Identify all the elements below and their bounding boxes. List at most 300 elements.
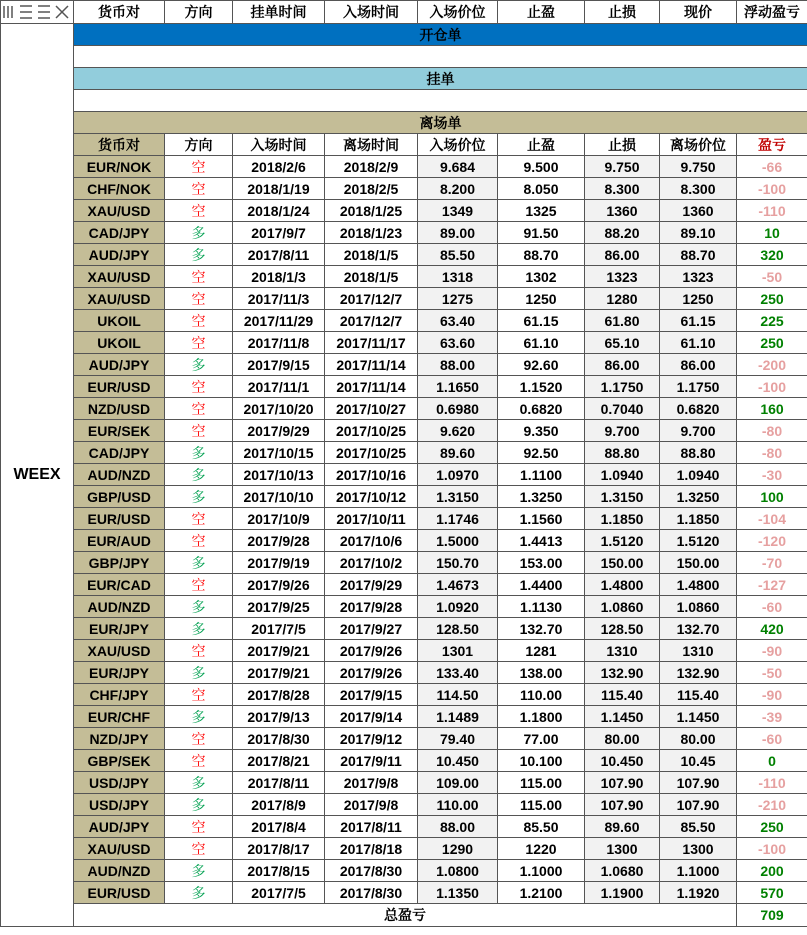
direction-cell: 多 bbox=[165, 794, 233, 816]
pair-cell: UKOIL bbox=[74, 310, 165, 332]
pair-cell: EUR/USD bbox=[74, 376, 165, 398]
entry-time-cell: 2017/8/17 bbox=[233, 838, 325, 860]
pair-cell: EUR/JPY bbox=[74, 662, 165, 684]
direction-cell: 空 bbox=[165, 200, 233, 222]
direction-cell: 空 bbox=[165, 684, 233, 706]
direction-cell: 空 bbox=[165, 728, 233, 750]
entry-time-cell: 2017/8/28 bbox=[233, 684, 325, 706]
take-profit-cell: 0.6820 bbox=[498, 398, 585, 420]
pair-cell: EUR/CAD bbox=[74, 574, 165, 596]
pair-cell: EUR/USD bbox=[74, 882, 165, 904]
pending-section-title: 挂单 bbox=[74, 68, 807, 90]
entry-price-cell: 150.70 bbox=[418, 552, 498, 574]
stop-loss-cell: 1360 bbox=[585, 200, 660, 222]
pnl-cell: -70 bbox=[737, 552, 807, 574]
pnl-cell: -200 bbox=[737, 354, 807, 376]
table-row bbox=[1, 662, 807, 684]
exit-time-cell: 2017/9/15 bbox=[325, 684, 418, 706]
exit-time-cell: 2017/9/29 bbox=[325, 574, 418, 596]
pair-cell: EUR/USD bbox=[74, 508, 165, 530]
col-header: 方向 bbox=[165, 1, 233, 24]
entry-price-cell: 1.1350 bbox=[418, 882, 498, 904]
stop-loss-cell: 61.80 bbox=[585, 310, 660, 332]
closed-col-header: 货币对 bbox=[74, 134, 165, 156]
pnl-cell: 0 bbox=[737, 750, 807, 772]
table-row bbox=[1, 530, 807, 552]
open-section-title: 开仓单 bbox=[74, 24, 807, 46]
table-row bbox=[1, 552, 807, 574]
direction-cell: 多 bbox=[165, 772, 233, 794]
direction-cell: 空 bbox=[165, 530, 233, 552]
exit-price-cell: 1.1000 bbox=[660, 860, 737, 882]
entry-price-cell: 109.00 bbox=[418, 772, 498, 794]
closed-section-row bbox=[1, 112, 807, 134]
stop-loss-cell: 1310 bbox=[585, 640, 660, 662]
entry-price-cell: 10.450 bbox=[418, 750, 498, 772]
exit-time-cell: 2017/10/12 bbox=[325, 486, 418, 508]
take-profit-cell: 9.350 bbox=[498, 420, 585, 442]
pnl-cell: -100 bbox=[737, 178, 807, 200]
entry-price-cell: 63.60 bbox=[418, 332, 498, 354]
take-profit-cell: 1.2100 bbox=[498, 882, 585, 904]
entry-price-cell: 1275 bbox=[418, 288, 498, 310]
closed-col-header: 入场价位 bbox=[418, 134, 498, 156]
take-profit-cell: 115.00 bbox=[498, 772, 585, 794]
entry-time-cell: 2017/11/1 bbox=[233, 376, 325, 398]
direction-cell: 空 bbox=[165, 310, 233, 332]
exit-price-cell: 8.300 bbox=[660, 178, 737, 200]
exit-price-cell: 88.70 bbox=[660, 244, 737, 266]
table-row bbox=[1, 640, 807, 662]
entry-time-cell: 2017/7/5 bbox=[233, 882, 325, 904]
entry-price-cell: 1.0800 bbox=[418, 860, 498, 882]
pair-cell: GBP/SEK bbox=[74, 750, 165, 772]
pair-cell: AUD/NZD bbox=[74, 596, 165, 618]
take-profit-cell: 10.100 bbox=[498, 750, 585, 772]
stop-loss-cell: 1.1900 bbox=[585, 882, 660, 904]
direction-cell: 多 bbox=[165, 706, 233, 728]
total-value: 709 bbox=[737, 904, 807, 927]
take-profit-cell: 1250 bbox=[498, 288, 585, 310]
table-row bbox=[1, 684, 807, 706]
exit-price-cell: 1.3250 bbox=[660, 486, 737, 508]
direction-cell: 多 bbox=[165, 552, 233, 574]
pnl-cell: 250 bbox=[737, 816, 807, 838]
stop-loss-cell: 1280 bbox=[585, 288, 660, 310]
pair-cell: EUR/SEK bbox=[74, 420, 165, 442]
table-row bbox=[1, 772, 807, 794]
stop-loss-cell: 1300 bbox=[585, 838, 660, 860]
exit-time-cell: 2017/10/25 bbox=[325, 442, 418, 464]
pnl-cell: 200 bbox=[737, 860, 807, 882]
exit-price-cell: 1360 bbox=[660, 200, 737, 222]
entry-price-cell: 1349 bbox=[418, 200, 498, 222]
direction-cell: 空 bbox=[165, 178, 233, 200]
pnl-cell: -110 bbox=[737, 772, 807, 794]
exit-time-cell: 2017/12/7 bbox=[325, 310, 418, 332]
total-row bbox=[1, 904, 807, 927]
closed-col-header: 方向 bbox=[165, 134, 233, 156]
table-row bbox=[1, 310, 807, 332]
exit-price-cell: 150.00 bbox=[660, 552, 737, 574]
closed-col-header: 止损 bbox=[585, 134, 660, 156]
take-profit-cell: 1.1800 bbox=[498, 706, 585, 728]
direction-cell: 空 bbox=[165, 750, 233, 772]
exit-time-cell: 2017/9/12 bbox=[325, 728, 418, 750]
entry-price-cell: 9.620 bbox=[418, 420, 498, 442]
table-row bbox=[1, 794, 807, 816]
exit-price-cell: 107.90 bbox=[660, 772, 737, 794]
direction-cell: 多 bbox=[165, 860, 233, 882]
entry-price-cell: 114.50 bbox=[418, 684, 498, 706]
direction-cell: 空 bbox=[165, 420, 233, 442]
exit-price-cell: 132.70 bbox=[660, 618, 737, 640]
closed-section-title: 离场单 bbox=[74, 112, 807, 134]
pair-cell: AUD/JPY bbox=[74, 816, 165, 838]
pair-cell: GBP/USD bbox=[74, 486, 165, 508]
exit-time-cell: 2017/10/11 bbox=[325, 508, 418, 530]
stop-loss-cell: 132.90 bbox=[585, 662, 660, 684]
direction-cell: 空 bbox=[165, 332, 233, 354]
exit-time-cell: 2017/8/18 bbox=[325, 838, 418, 860]
exit-price-cell: 1.0860 bbox=[660, 596, 737, 618]
entry-price-cell: 63.40 bbox=[418, 310, 498, 332]
entry-price-cell: 1.1650 bbox=[418, 376, 498, 398]
direction-cell: 多 bbox=[165, 244, 233, 266]
closed-col-header: 止盈 bbox=[498, 134, 585, 156]
entry-time-cell: 2017/10/20 bbox=[233, 398, 325, 420]
empty-row bbox=[74, 90, 807, 112]
stop-loss-cell: 0.7040 bbox=[585, 398, 660, 420]
entry-time-cell: 2017/9/28 bbox=[233, 530, 325, 552]
exit-price-cell: 0.6820 bbox=[660, 398, 737, 420]
exit-price-cell: 61.10 bbox=[660, 332, 737, 354]
pnl-cell: -100 bbox=[737, 838, 807, 860]
stop-loss-cell: 8.300 bbox=[585, 178, 660, 200]
entry-time-cell: 2017/9/25 bbox=[233, 596, 325, 618]
pnl-cell: 10 bbox=[737, 222, 807, 244]
pnl-cell: 420 bbox=[737, 618, 807, 640]
entry-time-cell: 2017/9/15 bbox=[233, 354, 325, 376]
total-label: 总盈亏 bbox=[74, 904, 737, 927]
entry-price-cell: 89.00 bbox=[418, 222, 498, 244]
weex-logo bbox=[1, 1, 74, 24]
exit-time-cell: 2017/11/14 bbox=[325, 376, 418, 398]
entry-time-cell: 2018/2/6 bbox=[233, 156, 325, 178]
stop-loss-cell: 128.50 bbox=[585, 618, 660, 640]
pair-cell: EUR/AUD bbox=[74, 530, 165, 552]
table-row bbox=[1, 222, 807, 244]
exit-time-cell: 2017/10/25 bbox=[325, 420, 418, 442]
stop-loss-cell: 9.700 bbox=[585, 420, 660, 442]
exit-price-cell: 1.0940 bbox=[660, 464, 737, 486]
entry-time-cell: 2017/9/7 bbox=[233, 222, 325, 244]
entry-price-cell: 110.00 bbox=[418, 794, 498, 816]
stop-loss-cell: 1.1450 bbox=[585, 706, 660, 728]
table-row bbox=[1, 178, 807, 200]
table-row bbox=[1, 816, 807, 838]
exit-time-cell: 2017/10/16 bbox=[325, 464, 418, 486]
exit-time-cell: 2017/8/30 bbox=[325, 860, 418, 882]
exit-price-cell: 80.00 bbox=[660, 728, 737, 750]
entry-time-cell: 2017/9/26 bbox=[233, 574, 325, 596]
stop-loss-cell: 1.3150 bbox=[585, 486, 660, 508]
entry-time-cell: 2017/9/21 bbox=[233, 640, 325, 662]
pnl-cell: -80 bbox=[737, 420, 807, 442]
pnl-cell: 225 bbox=[737, 310, 807, 332]
entry-time-cell: 2017/9/13 bbox=[233, 706, 325, 728]
closed-col-header: 盈亏 bbox=[737, 134, 807, 156]
table-row bbox=[1, 244, 807, 266]
entry-price-cell: 0.6980 bbox=[418, 398, 498, 420]
exit-price-cell: 1300 bbox=[660, 838, 737, 860]
entry-price-cell: 8.200 bbox=[418, 178, 498, 200]
exit-time-cell: 2018/2/9 bbox=[325, 156, 418, 178]
pair-cell: CHF/JPY bbox=[74, 684, 165, 706]
exit-price-cell: 9.700 bbox=[660, 420, 737, 442]
entry-price-cell: 88.00 bbox=[418, 354, 498, 376]
pnl-cell: 570 bbox=[737, 882, 807, 904]
table-row bbox=[1, 156, 807, 178]
exit-time-cell: 2017/8/11 bbox=[325, 816, 418, 838]
exit-time-cell: 2018/1/5 bbox=[325, 244, 418, 266]
col-header: 货币对 bbox=[74, 1, 165, 24]
closed-col-header: 离场时间 bbox=[325, 134, 418, 156]
direction-cell: 多 bbox=[165, 486, 233, 508]
table-row bbox=[1, 882, 807, 904]
entry-time-cell: 2017/9/19 bbox=[233, 552, 325, 574]
entry-time-cell: 2017/10/9 bbox=[233, 508, 325, 530]
take-profit-cell: 1.3250 bbox=[498, 486, 585, 508]
entry-time-cell: 2017/8/30 bbox=[233, 728, 325, 750]
direction-cell: 空 bbox=[165, 288, 233, 310]
stop-loss-cell: 1.0940 bbox=[585, 464, 660, 486]
entry-time-cell: 2018/1/24 bbox=[233, 200, 325, 222]
exit-price-cell: 115.40 bbox=[660, 684, 737, 706]
pair-cell: XAU/USD bbox=[74, 288, 165, 310]
exit-time-cell: 2017/8/30 bbox=[325, 882, 418, 904]
pnl-cell: -39 bbox=[737, 706, 807, 728]
direction-cell: 多 bbox=[165, 882, 233, 904]
take-profit-cell: 1.1560 bbox=[498, 508, 585, 530]
direction-cell: 空 bbox=[165, 266, 233, 288]
table-row bbox=[1, 728, 807, 750]
take-profit-cell: 91.50 bbox=[498, 222, 585, 244]
pair-cell: AUD/NZD bbox=[74, 860, 165, 882]
stop-loss-cell: 9.750 bbox=[585, 156, 660, 178]
exit-price-cell: 85.50 bbox=[660, 816, 737, 838]
take-profit-cell: 1.1130 bbox=[498, 596, 585, 618]
take-profit-cell: 8.050 bbox=[498, 178, 585, 200]
pair-cell: NZD/USD bbox=[74, 398, 165, 420]
empty-row bbox=[74, 46, 807, 68]
entry-price-cell: 89.60 bbox=[418, 442, 498, 464]
exit-price-cell: 107.90 bbox=[660, 794, 737, 816]
direction-cell: 空 bbox=[165, 574, 233, 596]
entry-price-cell: 1.3150 bbox=[418, 486, 498, 508]
stop-loss-cell: 89.60 bbox=[585, 816, 660, 838]
exit-time-cell: 2017/11/14 bbox=[325, 354, 418, 376]
stop-loss-cell: 1.1750 bbox=[585, 376, 660, 398]
stop-loss-cell: 1323 bbox=[585, 266, 660, 288]
header-row bbox=[1, 1, 807, 24]
exit-time-cell: 2017/9/26 bbox=[325, 640, 418, 662]
table-row bbox=[1, 574, 807, 596]
exit-price-cell: 1.5120 bbox=[660, 530, 737, 552]
pnl-cell: -90 bbox=[737, 640, 807, 662]
pnl-cell: -30 bbox=[737, 464, 807, 486]
pair-cell: UKOIL bbox=[74, 332, 165, 354]
exit-time-cell: 2018/1/5 bbox=[325, 266, 418, 288]
pnl-cell: -60 bbox=[737, 596, 807, 618]
exit-price-cell: 61.15 bbox=[660, 310, 737, 332]
direction-cell: 空 bbox=[165, 398, 233, 420]
pnl-cell: 250 bbox=[737, 332, 807, 354]
table-row bbox=[1, 200, 807, 222]
direction-cell: 多 bbox=[165, 618, 233, 640]
table-row bbox=[1, 398, 807, 420]
take-profit-cell: 138.00 bbox=[498, 662, 585, 684]
direction-cell: 空 bbox=[165, 376, 233, 398]
table-row bbox=[1, 354, 807, 376]
exit-time-cell: 2018/2/5 bbox=[325, 178, 418, 200]
pair-cell: USD/JPY bbox=[74, 772, 165, 794]
entry-price-cell: 85.50 bbox=[418, 244, 498, 266]
pair-cell: XAU/USD bbox=[74, 838, 165, 860]
col-header: 止损 bbox=[585, 1, 660, 24]
exit-price-cell: 88.80 bbox=[660, 442, 737, 464]
take-profit-cell: 9.500 bbox=[498, 156, 585, 178]
col-header: 入场价位 bbox=[418, 1, 498, 24]
stop-loss-cell: 107.90 bbox=[585, 772, 660, 794]
direction-cell: 多 bbox=[165, 354, 233, 376]
entry-time-cell: 2017/8/11 bbox=[233, 244, 325, 266]
weex-logo-icon bbox=[2, 4, 72, 20]
entry-time-cell: 2017/8/4 bbox=[233, 816, 325, 838]
entry-price-cell: 1.0970 bbox=[418, 464, 498, 486]
entry-price-cell: 128.50 bbox=[418, 618, 498, 640]
pnl-cell: -110 bbox=[737, 200, 807, 222]
open-section-row bbox=[1, 24, 807, 46]
pair-cell: EUR/NOK bbox=[74, 156, 165, 178]
entry-price-cell: 79.40 bbox=[418, 728, 498, 750]
stop-loss-cell: 150.00 bbox=[585, 552, 660, 574]
table-row bbox=[1, 750, 807, 772]
take-profit-cell: 1.1100 bbox=[498, 464, 585, 486]
entry-time-cell: 2017/8/11 bbox=[233, 772, 325, 794]
table-row bbox=[1, 442, 807, 464]
take-profit-cell: 1.1520 bbox=[498, 376, 585, 398]
pnl-cell: -80 bbox=[737, 442, 807, 464]
stop-loss-cell: 86.00 bbox=[585, 244, 660, 266]
exit-price-cell: 1323 bbox=[660, 266, 737, 288]
pnl-cell: -66 bbox=[737, 156, 807, 178]
entry-price-cell: 133.40 bbox=[418, 662, 498, 684]
pnl-cell: -100 bbox=[737, 376, 807, 398]
brand-label: WEEX bbox=[1, 24, 74, 927]
exit-price-cell: 1.4800 bbox=[660, 574, 737, 596]
exit-time-cell: 2017/9/28 bbox=[325, 596, 418, 618]
take-profit-cell: 92.50 bbox=[498, 442, 585, 464]
exit-time-cell: 2017/9/14 bbox=[325, 706, 418, 728]
take-profit-cell: 132.70 bbox=[498, 618, 585, 640]
entry-price-cell: 1290 bbox=[418, 838, 498, 860]
exit-price-cell: 86.00 bbox=[660, 354, 737, 376]
entry-time-cell: 2018/1/3 bbox=[233, 266, 325, 288]
exit-price-cell: 1.1450 bbox=[660, 706, 737, 728]
entry-time-cell: 2017/8/9 bbox=[233, 794, 325, 816]
pnl-cell: -104 bbox=[737, 508, 807, 530]
pnl-cell: -50 bbox=[737, 266, 807, 288]
exit-time-cell: 2017/10/6 bbox=[325, 530, 418, 552]
direction-cell: 空 bbox=[165, 508, 233, 530]
exit-time-cell: 2017/11/17 bbox=[325, 332, 418, 354]
pair-cell: XAU/USD bbox=[74, 640, 165, 662]
exit-time-cell: 2017/9/8 bbox=[325, 772, 418, 794]
col-header: 止盈 bbox=[498, 1, 585, 24]
table-row bbox=[1, 376, 807, 398]
entry-price-cell: 88.00 bbox=[418, 816, 498, 838]
col-header: 浮动盈亏 bbox=[737, 1, 807, 24]
pair-cell: AUD/JPY bbox=[74, 354, 165, 376]
table-row bbox=[1, 508, 807, 530]
entry-price-cell: 1.0920 bbox=[418, 596, 498, 618]
stop-loss-cell: 80.00 bbox=[585, 728, 660, 750]
exit-price-cell: 1310 bbox=[660, 640, 737, 662]
direction-cell: 空 bbox=[165, 156, 233, 178]
table-row bbox=[1, 486, 807, 508]
take-profit-cell: 1220 bbox=[498, 838, 585, 860]
take-profit-cell: 110.00 bbox=[498, 684, 585, 706]
stop-loss-cell: 88.20 bbox=[585, 222, 660, 244]
table-row bbox=[1, 266, 807, 288]
pair-cell: CAD/JPY bbox=[74, 442, 165, 464]
pnl-cell: 160 bbox=[737, 398, 807, 420]
entry-time-cell: 2018/1/19 bbox=[233, 178, 325, 200]
closed-col-header: 入场时间 bbox=[233, 134, 325, 156]
pair-cell: CHF/NOK bbox=[74, 178, 165, 200]
table-row bbox=[1, 618, 807, 640]
stop-loss-cell: 1.4800 bbox=[585, 574, 660, 596]
pnl-cell: -60 bbox=[737, 728, 807, 750]
exit-price-cell: 89.10 bbox=[660, 222, 737, 244]
exit-time-cell: 2017/12/7 bbox=[325, 288, 418, 310]
exit-price-cell: 1.1850 bbox=[660, 508, 737, 530]
pair-cell: AUD/NZD bbox=[74, 464, 165, 486]
exit-price-cell: 1.1750 bbox=[660, 376, 737, 398]
direction-cell: 多 bbox=[165, 222, 233, 244]
pnl-cell: 250 bbox=[737, 288, 807, 310]
exit-price-cell: 10.45 bbox=[660, 750, 737, 772]
stop-loss-cell: 1.5120 bbox=[585, 530, 660, 552]
col-header: 入场时间 bbox=[325, 1, 418, 24]
take-profit-cell: 77.00 bbox=[498, 728, 585, 750]
table-row bbox=[1, 464, 807, 486]
entry-time-cell: 2017/9/21 bbox=[233, 662, 325, 684]
pair-cell: EUR/CHF bbox=[74, 706, 165, 728]
entry-time-cell: 2017/11/29 bbox=[233, 310, 325, 332]
exit-price-cell: 132.90 bbox=[660, 662, 737, 684]
table-row bbox=[1, 706, 807, 728]
exit-time-cell: 2017/9/27 bbox=[325, 618, 418, 640]
table-row bbox=[1, 596, 807, 618]
direction-cell: 多 bbox=[165, 442, 233, 464]
direction-cell: 多 bbox=[165, 662, 233, 684]
direction-cell: 多 bbox=[165, 464, 233, 486]
stop-loss-cell: 1.0860 bbox=[585, 596, 660, 618]
direction-cell: 空 bbox=[165, 838, 233, 860]
stop-loss-cell: 107.90 bbox=[585, 794, 660, 816]
